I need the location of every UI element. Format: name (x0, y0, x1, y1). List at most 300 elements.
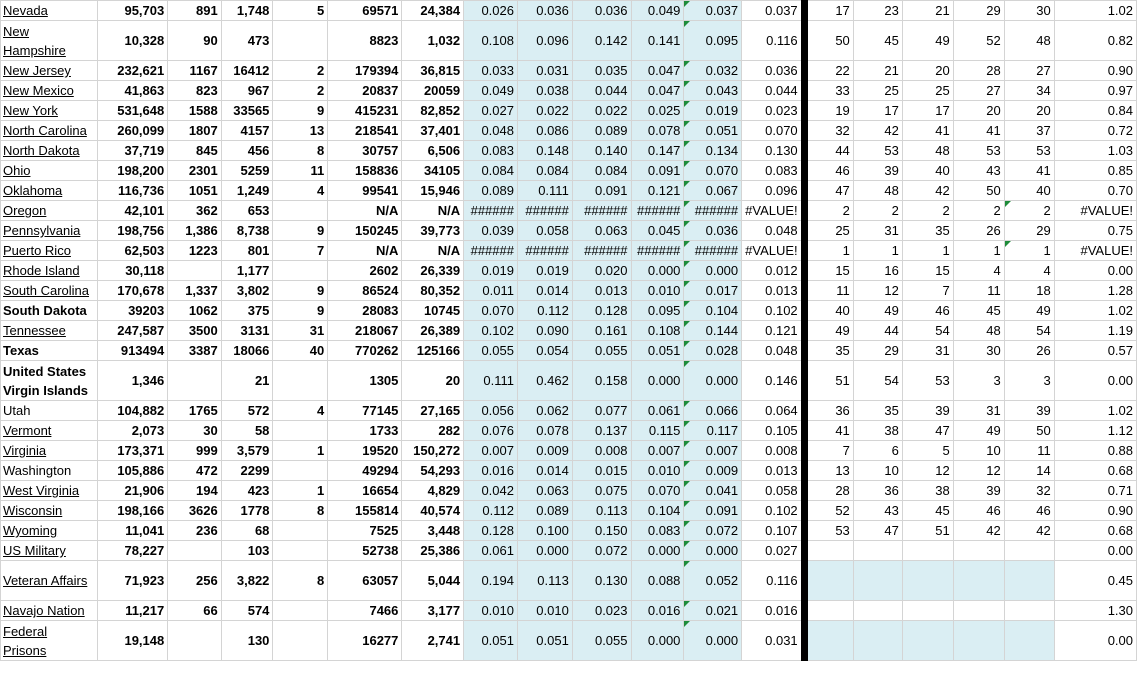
state-name-cell[interactable] (1, 521, 98, 541)
cell-col-8[interactable]: 0.031 (517, 61, 572, 81)
cell-col-17[interactable] (1004, 561, 1054, 601)
cell-col-6[interactable]: 20 (402, 361, 464, 401)
cell-col-1[interactable]: 913494 (97, 341, 167, 361)
cell-col-8[interactable]: 0.000 (517, 541, 572, 561)
cell-col-3[interactable]: 572 (221, 401, 273, 421)
cell-col-18[interactable]: 1.19 (1054, 321, 1136, 341)
cell-col-11[interactable]: 0.037 (684, 1, 742, 21)
cell-col-15[interactable]: 48 (902, 141, 953, 161)
cell-col-18[interactable]: 0.72 (1054, 121, 1136, 141)
state-link[interactable]: South Carolina (3, 283, 89, 298)
state-link[interactable]: Wyoming (3, 523, 58, 538)
cell-col-3[interactable]: 1,249 (221, 181, 273, 201)
cell-col-11[interactable]: 0.134 (684, 141, 742, 161)
state-link[interactable]: New Mexico (3, 83, 74, 98)
cell-col-4[interactable]: 13 (273, 121, 328, 141)
cell-col-2[interactable]: 30 (168, 421, 222, 441)
cell-col-6[interactable]: 26,339 (402, 261, 464, 281)
cell-col-14[interactable]: 47 (853, 521, 902, 541)
state-link[interactable]: Federal Prisons (3, 623, 48, 658)
cell-col-14[interactable]: 48 (853, 181, 902, 201)
cell-col-3[interactable]: 5259 (221, 161, 273, 181)
cell-col-3[interactable]: 8,738 (221, 221, 273, 241)
cell-col-1[interactable]: 62,503 (97, 241, 167, 261)
state-name-cell[interactable] (1, 81, 98, 101)
cell-col-12[interactable]: 0.013 (742, 461, 805, 481)
cell-col-18[interactable]: 0.45 (1054, 561, 1136, 601)
cell-col-11[interactable]: 0.043 (684, 81, 742, 101)
cell-col-9[interactable]: 0.055 (572, 341, 631, 361)
cell-col-4[interactable]: 2 (273, 61, 328, 81)
cell-col-18[interactable]: 1.03 (1054, 141, 1136, 161)
cell-col-13[interactable] (804, 621, 853, 661)
cell-col-13[interactable]: 40 (804, 301, 853, 321)
cell-col-11[interactable]: 0.028 (684, 341, 742, 361)
cell-col-1[interactable]: 41,863 (97, 81, 167, 101)
cell-col-3[interactable]: 967 (221, 81, 273, 101)
cell-col-3[interactable]: 456 (221, 141, 273, 161)
cell-col-14[interactable]: 54 (853, 361, 902, 401)
cell-col-14[interactable]: 42 (853, 121, 902, 141)
cell-col-10[interactable]: 0.047 (631, 61, 684, 81)
cell-col-1[interactable]: 116,736 (97, 181, 167, 201)
cell-col-6[interactable]: 5,044 (402, 561, 464, 601)
cell-col-16[interactable]: 41 (953, 121, 1004, 141)
cell-col-3[interactable]: 653 (221, 201, 273, 221)
cell-col-13[interactable]: 13 (804, 461, 853, 481)
cell-col-10[interactable]: 0.147 (631, 141, 684, 161)
cell-col-13[interactable]: 51 (804, 361, 853, 401)
state-link[interactable]: Puerto Rico (3, 243, 71, 258)
state-link[interactable]: North Carolina (3, 123, 87, 138)
cell-col-11[interactable]: 0.070 (684, 161, 742, 181)
cell-col-14[interactable]: 12 (853, 281, 902, 301)
cell-col-2[interactable]: 999 (168, 441, 222, 461)
cell-col-9[interactable]: 0.084 (572, 161, 631, 181)
cell-col-8[interactable]: 0.051 (517, 621, 572, 661)
cell-col-13[interactable]: 52 (804, 501, 853, 521)
cell-col-12[interactable]: 0.146 (742, 361, 805, 401)
cell-col-9[interactable]: ###### (572, 241, 631, 261)
cell-col-10[interactable]: 0.010 (631, 281, 684, 301)
cell-col-2[interactable]: 1765 (168, 401, 222, 421)
cell-col-16[interactable]: 3 (953, 361, 1004, 401)
cell-col-17[interactable]: 42 (1004, 521, 1054, 541)
state-name-cell[interactable] (1, 561, 98, 601)
cell-col-10[interactable]: 0.104 (631, 501, 684, 521)
cell-col-8[interactable]: 0.038 (517, 81, 572, 101)
cell-col-11[interactable]: 0.052 (684, 561, 742, 601)
cell-col-3[interactable]: 801 (221, 241, 273, 261)
cell-col-6[interactable]: 4,829 (402, 481, 464, 501)
cell-col-8[interactable]: 0.058 (517, 221, 572, 241)
cell-col-6[interactable]: 27,165 (402, 401, 464, 421)
cell-col-4[interactable]: 11 (273, 161, 328, 181)
cell-col-5[interactable]: 150245 (328, 221, 402, 241)
cell-col-15[interactable] (902, 561, 953, 601)
cell-col-9[interactable]: 0.022 (572, 101, 631, 121)
cell-col-11[interactable]: 0.036 (684, 221, 742, 241)
cell-col-16[interactable]: 2 (953, 201, 1004, 221)
cell-col-10[interactable]: 0.000 (631, 621, 684, 661)
cell-col-3[interactable]: 423 (221, 481, 273, 501)
cell-col-3[interactable]: 3,822 (221, 561, 273, 601)
cell-col-18[interactable]: #VALUE! (1054, 201, 1136, 221)
cell-col-7[interactable]: ###### (464, 241, 518, 261)
cell-col-18[interactable]: 0.70 (1054, 181, 1136, 201)
cell-col-17[interactable]: 18 (1004, 281, 1054, 301)
cell-col-11[interactable]: 0.009 (684, 461, 742, 481)
cell-col-6[interactable]: 6,506 (402, 141, 464, 161)
state-link[interactable]: Ohio (3, 163, 31, 178)
cell-col-12[interactable]: #VALUE! (742, 201, 805, 221)
cell-col-14[interactable]: 21 (853, 61, 902, 81)
cell-col-12[interactable]: 0.083 (742, 161, 805, 181)
cell-col-11[interactable]: ###### (684, 241, 742, 261)
cell-col-14[interactable]: 1 (853, 241, 902, 261)
cell-col-4[interactable]: 9 (273, 281, 328, 301)
cell-col-2[interactable]: 1,337 (168, 281, 222, 301)
cell-col-15[interactable]: 51 (902, 521, 953, 541)
cell-col-12[interactable]: 0.116 (742, 561, 805, 601)
cell-col-8[interactable]: 0.009 (517, 441, 572, 461)
cell-col-17[interactable]: 14 (1004, 461, 1054, 481)
cell-col-6[interactable]: 25,386 (402, 541, 464, 561)
cell-col-10[interactable]: 0.108 (631, 321, 684, 341)
cell-col-3[interactable]: 4157 (221, 121, 273, 141)
cell-col-12[interactable]: 0.058 (742, 481, 805, 501)
state-name-cell[interactable] (1, 181, 98, 201)
cell-col-18[interactable]: 0.71 (1054, 481, 1136, 501)
cell-col-8[interactable]: 0.036 (517, 1, 572, 21)
cell-col-15[interactable] (902, 541, 953, 561)
cell-col-5[interactable]: 86524 (328, 281, 402, 301)
cell-col-18[interactable]: 0.57 (1054, 341, 1136, 361)
cell-col-11[interactable]: 0.067 (684, 181, 742, 201)
cell-col-1[interactable]: 198,756 (97, 221, 167, 241)
state-name-cell[interactable] (1, 401, 98, 421)
cell-col-8[interactable]: 0.022 (517, 101, 572, 121)
state-link[interactable]: New Hampshire (3, 23, 66, 58)
cell-col-17[interactable]: 29 (1004, 221, 1054, 241)
cell-col-5[interactable]: N/A (328, 241, 402, 261)
cell-col-1[interactable]: 95,703 (97, 1, 167, 21)
cell-col-9[interactable]: 0.150 (572, 521, 631, 541)
cell-col-4[interactable]: 40 (273, 341, 328, 361)
cell-col-7[interactable]: 0.194 (464, 561, 518, 601)
cell-col-9[interactable]: 0.091 (572, 181, 631, 201)
cell-col-11[interactable]: 0.017 (684, 281, 742, 301)
cell-col-9[interactable]: 0.013 (572, 281, 631, 301)
cell-col-2[interactable] (168, 621, 222, 661)
cell-col-6[interactable]: 54,293 (402, 461, 464, 481)
cell-col-15[interactable]: 42 (902, 181, 953, 201)
state-name-cell[interactable] (1, 361, 98, 401)
cell-col-4[interactable]: 5 (273, 1, 328, 21)
cell-col-17[interactable]: 30 (1004, 1, 1054, 21)
cell-col-5[interactable]: 770262 (328, 341, 402, 361)
cell-col-6[interactable]: 2,741 (402, 621, 464, 661)
state-name-cell[interactable] (1, 61, 98, 81)
cell-col-4[interactable] (273, 361, 328, 401)
cell-col-2[interactable] (168, 261, 222, 281)
cell-col-14[interactable]: 17 (853, 101, 902, 121)
cell-col-8[interactable]: 0.062 (517, 401, 572, 421)
cell-col-5[interactable]: N/A (328, 201, 402, 221)
cell-col-9[interactable]: 0.023 (572, 601, 631, 621)
cell-col-15[interactable]: 45 (902, 501, 953, 521)
cell-col-10[interactable]: 0.007 (631, 441, 684, 461)
cell-col-12[interactable]: 0.023 (742, 101, 805, 121)
cell-col-4[interactable]: 7 (273, 241, 328, 261)
cell-col-5[interactable]: 415231 (328, 101, 402, 121)
cell-col-2[interactable]: 1807 (168, 121, 222, 141)
cell-col-15[interactable]: 53 (902, 361, 953, 401)
cell-col-9[interactable]: 0.055 (572, 621, 631, 661)
cell-col-4[interactable] (273, 601, 328, 621)
cell-col-7[interactable]: 0.049 (464, 81, 518, 101)
cell-col-7[interactable]: 0.070 (464, 301, 518, 321)
cell-col-17[interactable] (1004, 621, 1054, 661)
cell-col-4[interactable]: 8 (273, 501, 328, 521)
cell-col-1[interactable]: 78,227 (97, 541, 167, 561)
cell-col-7[interactable]: 0.010 (464, 601, 518, 621)
cell-col-7[interactable]: 0.112 (464, 501, 518, 521)
cell-col-16[interactable]: 1 (953, 241, 1004, 261)
cell-col-13[interactable]: 35 (804, 341, 853, 361)
cell-col-15[interactable]: 38 (902, 481, 953, 501)
cell-col-16[interactable]: 48 (953, 321, 1004, 341)
cell-col-5[interactable]: 158836 (328, 161, 402, 181)
cell-col-6[interactable]: 125166 (402, 341, 464, 361)
cell-col-5[interactable]: 155814 (328, 501, 402, 521)
state-name-cell[interactable] (1, 461, 98, 481)
cell-col-18[interactable]: 0.90 (1054, 61, 1136, 81)
cell-col-16[interactable]: 43 (953, 161, 1004, 181)
cell-col-13[interactable]: 11 (804, 281, 853, 301)
cell-col-13[interactable]: 32 (804, 121, 853, 141)
cell-col-10[interactable]: 0.000 (631, 361, 684, 401)
cell-col-14[interactable]: 49 (853, 301, 902, 321)
state-name-cell[interactable] (1, 601, 98, 621)
cell-col-18[interactable]: 0.82 (1054, 21, 1136, 61)
cell-col-9[interactable]: 0.072 (572, 541, 631, 561)
cell-col-13[interactable]: 25 (804, 221, 853, 241)
cell-col-18[interactable]: 0.90 (1054, 501, 1136, 521)
cell-col-12[interactable]: 0.102 (742, 501, 805, 521)
cell-col-4[interactable]: 1 (273, 481, 328, 501)
cell-col-11[interactable]: 0.000 (684, 261, 742, 281)
cell-col-14[interactable]: 35 (853, 401, 902, 421)
cell-col-13[interactable] (804, 561, 853, 601)
cell-col-4[interactable]: 4 (273, 181, 328, 201)
cell-col-6[interactable]: 39,773 (402, 221, 464, 241)
cell-col-9[interactable]: 0.089 (572, 121, 631, 141)
cell-col-5[interactable]: 28083 (328, 301, 402, 321)
cell-col-16[interactable]: 20 (953, 101, 1004, 121)
cell-col-9[interactable]: 0.015 (572, 461, 631, 481)
state-name-cell[interactable] (1, 1, 98, 21)
cell-col-11[interactable]: 0.091 (684, 501, 742, 521)
cell-col-15[interactable]: 21 (902, 1, 953, 21)
state-link[interactable]: Navajo Nation (3, 603, 85, 618)
cell-col-7[interactable]: 0.007 (464, 441, 518, 461)
cell-col-17[interactable]: 20 (1004, 101, 1054, 121)
cell-col-7[interactable]: 0.128 (464, 521, 518, 541)
cell-col-10[interactable]: 0.121 (631, 181, 684, 201)
cell-col-17[interactable]: 34 (1004, 81, 1054, 101)
cell-col-9[interactable]: 0.063 (572, 221, 631, 241)
state-name-cell[interactable] (1, 261, 98, 281)
cell-col-6[interactable]: 36,815 (402, 61, 464, 81)
cell-col-8[interactable]: 0.462 (517, 361, 572, 401)
state-link[interactable]: New Jersey (3, 63, 71, 78)
cell-col-8[interactable]: 0.063 (517, 481, 572, 501)
cell-col-8[interactable]: ###### (517, 241, 572, 261)
cell-col-11[interactable]: 0.007 (684, 441, 742, 461)
cell-col-1[interactable]: 198,166 (97, 501, 167, 521)
cell-col-7[interactable]: 0.033 (464, 61, 518, 81)
cell-col-13[interactable]: 41 (804, 421, 853, 441)
cell-col-2[interactable]: 90 (168, 21, 222, 61)
cell-col-6[interactable]: 82,852 (402, 101, 464, 121)
cell-col-3[interactable]: 473 (221, 21, 273, 61)
cell-col-13[interactable]: 7 (804, 441, 853, 461)
state-link[interactable]: Rhode Island (3, 263, 80, 278)
cell-col-10[interactable]: 0.049 (631, 1, 684, 21)
cell-col-5[interactable]: 7525 (328, 521, 402, 541)
cell-col-18[interactable]: 0.68 (1054, 461, 1136, 481)
cell-col-10[interactable]: 0.016 (631, 601, 684, 621)
cell-col-16[interactable]: 12 (953, 461, 1004, 481)
cell-col-8[interactable]: 0.014 (517, 281, 572, 301)
cell-col-15[interactable]: 35 (902, 221, 953, 241)
cell-col-4[interactable]: 9 (273, 301, 328, 321)
cell-col-12[interactable]: 0.027 (742, 541, 805, 561)
cell-col-14[interactable]: 16 (853, 261, 902, 281)
cell-col-18[interactable]: 0.97 (1054, 81, 1136, 101)
cell-col-1[interactable]: 71,923 (97, 561, 167, 601)
cell-col-16[interactable]: 52 (953, 21, 1004, 61)
cell-col-4[interactable] (273, 541, 328, 561)
cell-col-14[interactable]: 36 (853, 481, 902, 501)
cell-col-6[interactable]: N/A (402, 241, 464, 261)
cell-col-6[interactable]: 34105 (402, 161, 464, 181)
cell-col-4[interactable]: 4 (273, 401, 328, 421)
cell-col-17[interactable]: 27 (1004, 61, 1054, 81)
cell-col-10[interactable]: 0.000 (631, 541, 684, 561)
cell-col-14[interactable]: 45 (853, 21, 902, 61)
cell-col-3[interactable]: 103 (221, 541, 273, 561)
cell-col-2[interactable]: 1588 (168, 101, 222, 121)
cell-col-15[interactable]: 17 (902, 101, 953, 121)
state-link[interactable]: US Military (3, 543, 66, 558)
cell-col-10[interactable]: 0.047 (631, 81, 684, 101)
cell-col-12[interactable]: 0.008 (742, 441, 805, 461)
cell-col-10[interactable]: 0.078 (631, 121, 684, 141)
cell-col-18[interactable]: 1.02 (1054, 1, 1136, 21)
cell-col-18[interactable]: 0.68 (1054, 521, 1136, 541)
cell-col-5[interactable]: 218541 (328, 121, 402, 141)
cell-col-16[interactable]: 31 (953, 401, 1004, 421)
cell-col-12[interactable]: 0.048 (742, 221, 805, 241)
cell-col-7[interactable]: 0.026 (464, 1, 518, 21)
cell-col-1[interactable]: 260,099 (97, 121, 167, 141)
cell-col-9[interactable]: 0.158 (572, 361, 631, 401)
cell-col-13[interactable]: 28 (804, 481, 853, 501)
cell-col-15[interactable] (902, 621, 953, 661)
cell-col-2[interactable]: 1051 (168, 181, 222, 201)
cell-col-8[interactable]: ###### (517, 201, 572, 221)
cell-col-12[interactable]: 0.016 (742, 601, 805, 621)
cell-col-2[interactable]: 362 (168, 201, 222, 221)
cell-col-11[interactable]: 0.066 (684, 401, 742, 421)
cell-col-2[interactable]: 194 (168, 481, 222, 501)
cell-col-17[interactable]: 46 (1004, 501, 1054, 521)
cell-col-7[interactable]: 0.019 (464, 261, 518, 281)
state-name-cell[interactable] (1, 341, 98, 361)
cell-col-13[interactable]: 17 (804, 1, 853, 21)
cell-col-2[interactable]: 3387 (168, 341, 222, 361)
cell-col-7[interactable]: ###### (464, 201, 518, 221)
state-link[interactable]: Oregon (3, 203, 47, 218)
cell-col-17[interactable]: 40 (1004, 181, 1054, 201)
cell-col-7[interactable]: 0.051 (464, 621, 518, 661)
cell-col-14[interactable]: 53 (853, 141, 902, 161)
cell-col-4[interactable] (273, 621, 328, 661)
cell-col-7[interactable]: 0.084 (464, 161, 518, 181)
cell-col-4[interactable]: 9 (273, 221, 328, 241)
state-name-cell[interactable] (1, 101, 98, 121)
cell-col-17[interactable] (1004, 541, 1054, 561)
cell-col-5[interactable]: 1733 (328, 421, 402, 441)
cell-col-13[interactable]: 1 (804, 241, 853, 261)
cell-col-14[interactable]: 29 (853, 341, 902, 361)
cell-col-10[interactable]: ###### (631, 201, 684, 221)
cell-col-14[interactable]: 44 (853, 321, 902, 341)
cell-col-6[interactable]: N/A (402, 201, 464, 221)
cell-col-5[interactable]: 19520 (328, 441, 402, 461)
cell-col-9[interactable]: 0.128 (572, 301, 631, 321)
cell-col-7[interactable]: 0.039 (464, 221, 518, 241)
cell-col-7[interactable]: 0.027 (464, 101, 518, 121)
cell-col-8[interactable]: 0.019 (517, 261, 572, 281)
cell-col-5[interactable]: 8823 (328, 21, 402, 61)
cell-col-15[interactable]: 5 (902, 441, 953, 461)
cell-col-12[interactable]: 0.102 (742, 301, 805, 321)
cell-col-9[interactable]: 0.020 (572, 261, 631, 281)
cell-col-15[interactable]: 39 (902, 401, 953, 421)
cell-col-16[interactable]: 27 (953, 81, 1004, 101)
cell-col-18[interactable]: 1.02 (1054, 301, 1136, 321)
cell-col-4[interactable]: 9 (273, 101, 328, 121)
cell-col-1[interactable]: 11,041 (97, 521, 167, 541)
cell-col-16[interactable]: 28 (953, 61, 1004, 81)
cell-col-1[interactable]: 198,200 (97, 161, 167, 181)
state-name-cell[interactable] (1, 121, 98, 141)
cell-col-1[interactable]: 11,217 (97, 601, 167, 621)
cell-col-10[interactable]: 0.010 (631, 461, 684, 481)
state-name-cell[interactable] (1, 501, 98, 521)
cell-col-17[interactable]: 2 (1004, 201, 1054, 221)
cell-col-15[interactable]: 15 (902, 261, 953, 281)
cell-col-5[interactable]: 218067 (328, 321, 402, 341)
cell-col-6[interactable]: 3,177 (402, 601, 464, 621)
cell-col-8[interactable]: 0.096 (517, 21, 572, 61)
cell-col-5[interactable]: 179394 (328, 61, 402, 81)
cell-col-17[interactable]: 4 (1004, 261, 1054, 281)
cell-col-17[interactable]: 41 (1004, 161, 1054, 181)
